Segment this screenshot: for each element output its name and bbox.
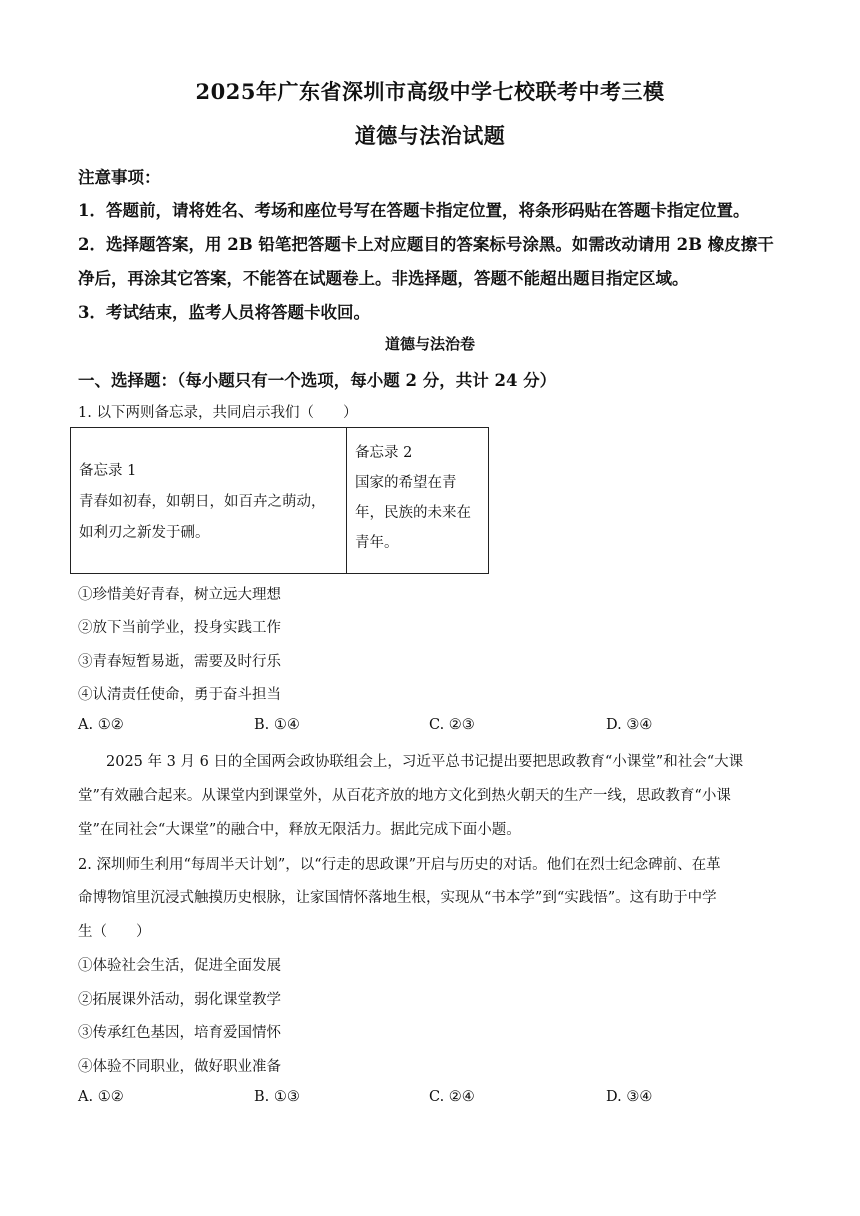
exam-title: 2025年广东省深圳市高级中学七校联考中考三模 — [195, 79, 665, 104]
memo-2-cell — [347, 428, 489, 574]
notice-item: 2．选择题答案，用 2B 铅笔把答题卡上对应题目的答案标号涂黑。如需改动请用 2B 橡皮擦干 — [78, 235, 774, 254]
material-line: 堂”有效融合起来。从课堂内到课堂外，从百花齐放的地方文化到热火朝天的生产一线，思政教育“小课 — [78, 788, 731, 804]
q1-statement: ④认清责任使命，勇于奋斗担当 — [78, 687, 281, 703]
q2-statement: ①体验社会生活，促进全面发展 — [78, 958, 281, 974]
notice-heading: 注意事项： — [78, 168, 161, 187]
q2-option-d: D. ③④ — [606, 1089, 653, 1105]
q1-option-a: A. ①② — [78, 717, 124, 733]
volume-title: 道德与法治卷 — [384, 335, 475, 353]
q1-options — [78, 717, 778, 737]
q2-statement: ③传承红色基因，培育爱国情怀 — [78, 1025, 281, 1041]
notice-item: 1．答题前，请将姓名、考场和座位号写在答题卡指定位置，将条形码贴在答题卡指定位置。 — [78, 201, 750, 220]
section-heading: 一、选择题：（每小题只有一个选项，每小题 2 分，共计 24 分） — [78, 371, 557, 390]
question-2-stem: 生（ ） — [78, 924, 151, 940]
q1-option-c: C. ②③ — [429, 717, 475, 733]
memo-2-line: 国家的希望在青 — [355, 475, 457, 491]
memo-1-cell — [71, 428, 347, 574]
memo-1-line: 青春如初春，如朝日，如百卉之萌动， — [79, 494, 326, 510]
notice-item: 3．考试结束，监考人员将答题卡收回。 — [78, 303, 370, 322]
material-line: 2025 年 3 月 6 日的全国两会政协联组会上，习近平总书记提出要把思政教育“小课堂”和社会“大课 — [106, 754, 744, 770]
notice-item: 净后，再涂其它答案，不能答在试题卷上。非选择题，答题不能超出题目指定区域。 — [78, 269, 689, 288]
q2-option-c: C. ②④ — [429, 1089, 475, 1105]
question-2-stem: 2. 深圳师生利用“每周半天计划”，以“行走的思政课”开启与历史的对话。他们在烈士纪念碑前、在革 — [78, 857, 721, 873]
q1-statement: ③青春短暂易逝，需要及时行乐 — [78, 654, 281, 670]
question-2-stem: 命博物馆里沉浸式触摸历史根脉，让家国情怀落地生根，实现从“书本学”到“实践悟”。这有助于中学 — [78, 890, 717, 906]
memo-2-line: 年，民族的未来在 — [355, 505, 471, 521]
exam-subtitle: 道德与法治试题 — [354, 123, 506, 148]
memo-table — [70, 427, 489, 574]
q2-options — [78, 1089, 778, 1109]
q2-option-b: B. ①③ — [254, 1089, 300, 1105]
q2-option-a: A. ①② — [78, 1089, 124, 1105]
q1-option-b: B. ①④ — [254, 717, 300, 733]
q2-statement: ②拓展课外活动，弱化课堂教学 — [78, 992, 281, 1008]
material-line: 堂”在同社会“大课堂”的融合中，释放无限活力。据此完成下面小题。 — [78, 822, 521, 838]
question-1-stem: 1. 以下两则备忘录，共同启示我们（ ） — [78, 405, 358, 421]
memo-2-title: 备忘录 2 — [355, 445, 413, 461]
memo-2-line: 青年。 — [355, 535, 399, 551]
q1-option-d: D. ③④ — [606, 717, 653, 733]
memo-1-line: 如利刃之新发于硎。 — [79, 525, 210, 541]
q1-statement: ②放下当前学业，投身实践工作 — [78, 620, 281, 636]
q2-statement: ④体验不同职业，做好职业准备 — [78, 1059, 281, 1075]
memo-1-title: 备忘录 1 — [79, 463, 137, 479]
q1-statement: ①珍惜美好青春，树立远大理想 — [78, 587, 281, 603]
